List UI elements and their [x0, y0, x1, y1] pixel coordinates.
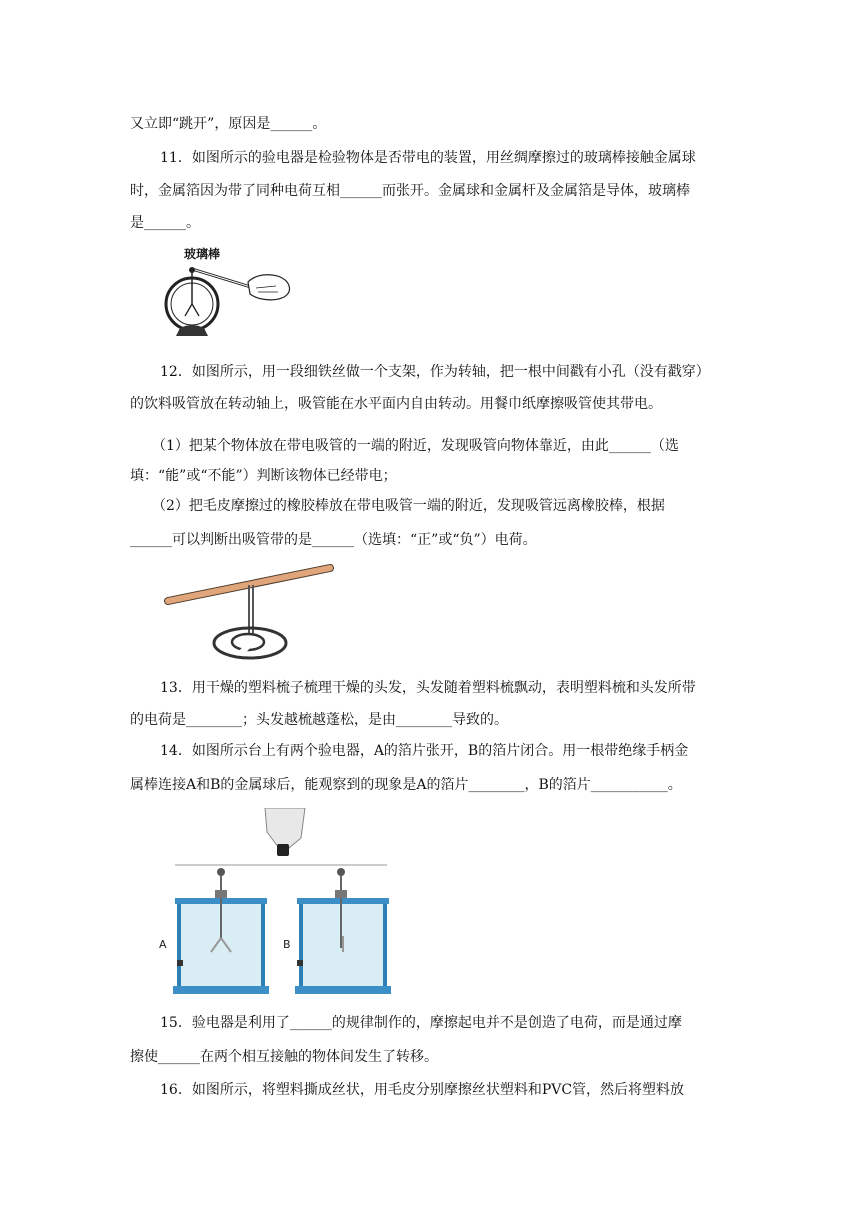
question-12-line: （2）把毛皮摩擦过的橡胶棒放在带电吸管一端的附近，发现吸管远离橡胶棒，根据 [152, 498, 665, 514]
electroscope-figure [158, 242, 298, 342]
text-line: 又立即“跳开”，原因是______。 [130, 116, 327, 132]
question-11-line: 11．如图所示的验电器是检验物体是否带电的装置，用丝绸摩擦过的玻璃棒接触金属球 [160, 150, 696, 166]
question-12-line: （1）把某个物体放在带电吸管的一端的附近，发现吸管向物体靠近，由此______（选 [152, 438, 679, 454]
question-11-line: 时，金属箔因为带了同种电荷互相______而张开。金属球和金属杆及金属箔是导体，玻璃棒 [130, 183, 690, 199]
question-14-line: 14．如图所示台上有两个验电器，A的箔片张开，B的箔片闭合。用一根带绝缘手柄金 [160, 743, 689, 759]
question-12-line: 12．如图所示，用一段细铁丝做一个支架，作为转轴，把一根中间戳有小孔（没有戳穿） [160, 364, 710, 380]
question-16-line: 16．如图所示，将塑料撕成丝状，用毛皮分别摩擦丝状塑料和PVC管，然后将塑料放 [160, 1082, 685, 1098]
label-a: A [159, 938, 167, 951]
question-14-line: 属棒连接A和B的金属球后，能观察到的现象是A的箔片________，B的箔片___________。 [130, 777, 682, 793]
two-electroscopes-figure [155, 808, 395, 1000]
question-13-line: 13．用干燥的塑料梳子梳理干燥的头发，头发随着塑料梳飘动，表明塑料梳和头发所带 [160, 680, 696, 696]
glass-rod-label: 玻璃棒 [184, 247, 221, 261]
question-15-line: 擦使______在两个相互接触的物体间发生了转移。 [130, 1049, 438, 1065]
label-b: B [283, 938, 291, 951]
question-12-line: ______可以判断出吸管带的是______（选填：“正”或“负”）电荷。 [130, 532, 537, 548]
question-13-line: 的电荷是________；头发越梳越蓬松，是由________导致的。 [130, 712, 508, 728]
question-12-line: 的饮料吸管放在转动轴上，吸管能在水平面内自由转动。用餐巾纸摩擦吸管使其带电。 [130, 396, 662, 412]
question-15-line: 15．验电器是利用了______的规律制作的，摩擦起电并不是创造了电荷，而是通过摩 [160, 1015, 682, 1031]
straw-stand-figure [160, 558, 340, 662]
question-12-line: 填：“能”或“不能”）判断该物体已经带电； [130, 468, 397, 484]
question-11-line: 是______。 [130, 215, 200, 231]
